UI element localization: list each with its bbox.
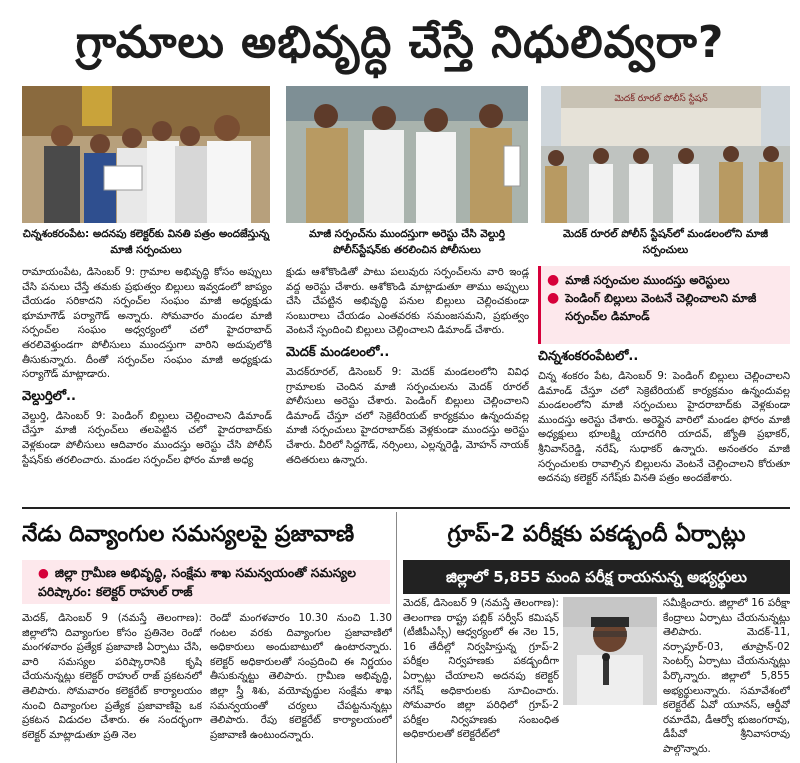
veldurthi-subheading: వెల్దుర్తిలో.. — [22, 388, 76, 404]
main-story-col1-para1: రామాయంపేట, డిసెంబర్ 9: గ్రామాల అభివృద్ధి కోసం అప్పులు చేసి పనులు చేస్తే తమకు ప్రభుత్వం బిల్లులు ఇవ్వడంలో జాప్యం చేయడం సరికాదని సర్పంచ్‌ల సంఘం మాజీ అధ్యక్షుడు భూమాగౌడ్ పర్యాగౌడ్ అన్నారు. సోమవారం మండల మాజీ సర్పంచ్‌ల సంఘం అధ్వర్యంలో చలో హైదరాబాద్ తరలివెళ్తుండగా పోలీసులు ముందస్తుగా వారిని అదుపులోకి తీసుకున్నారు. దీంతో సర్పంచ్‌ల సంఘం మాజీ అధ్యక్షుడు సర్యాగౌడ్ మాట్లాడారు. — [22, 267, 272, 381]
photo-police-station — [541, 86, 790, 223]
photo-memorandum — [22, 86, 270, 223]
highlight-item — [547, 271, 784, 289]
main-story-col2-para1: క్షుడు ఆశోకొండితో పాటు పలువురు సర్పంచ్‌లను వారి ఇండ్ల వద్ద అరెస్టు చేశారు. ఆశోకొండి మాట్లాడుతూ తాము అప్పులు చేసి చేపట్టిన అభివృద్ధి పనుల బిల్లులు చెల్లించకుండా సంబురాలు చేయడం ఎంతవరకు సమంజసమని, ప్రభుత్వం వెంటనే స్పందించి బిల్లులు చెల్లించాలని డిమాండ్ చేశారు. — [286, 267, 529, 337]
photo-arrest-caption: మాజీ సర్పంచ్‌ను ముందస్తుగా అరెస్టు చేసి వెల్దుర్తి పోలీస్‌స్టేషన్‌కు తరలించిన పోలీసులు — [308, 228, 506, 256]
story2-column-1: మెదక్, డిసెంబర్ 9 (నమస్తే తెలంగాణ): జిల్లాలోని దివ్యాంగుల కోసం ప్రతినెల రెండో మంగళవారం ప్రత్యేక ప్రజావాణి ఏర్పాటు చేసి, వారి సమస్యల పరిష్కారానికి కృషి చేయనున్నట్లు కలెక్టర్ రాహుల్ రాజ్ ప్రకటనలో తెలిపారు. సోమవారం కలెక్టరేట్ కార్యాలయం నుంచి దివ్యాంగుల ప్రత్యేక ప్రజావాణిపై ఒక ప్రకటన విడుదల చేశారు. ఈ సందర్భంగా కలెక్టర్ మాట్లాడుతూ ప్రతి నెల — [22, 613, 202, 741]
speaker-photo — [563, 597, 657, 705]
photo-police-station-image — [541, 86, 790, 223]
photo-memorandum-image — [22, 86, 270, 223]
photo-arrest — [286, 86, 528, 223]
photo-police-station-caption: మెదక్ రూరల్ పోలీస్ స్టేషన్‌లో మండలంలోని మాజీ సర్పంచులు — [562, 228, 769, 256]
main-story-column-3 — [538, 346, 790, 502]
bullet-icon: ● — [547, 290, 560, 306]
story3-column-1: మెదక్, డిసెంబర్ 9 (నమస్తే తెలంగాణ): తెలంగాణ రాష్ట్ర పబ్లిక్ సర్వీస్ కమిషన్ (టీజీపీఎస్సీ) ఆధ్వర్యంలో ఈ నెల 15, 16 తేదీల్లో నిర్వహిస్తున్న గ్రూప్-2 పరీక్షల నిర్వహణకు పకడ్బందీగా ఏర్పాట్లు చేయాలని అదనపు కలెక్టర్ నగేష్ అధికారులకు సూచించారు. సోమవారం జిల్లా పరిధిలో గ్రూప్-2 పరీక్షల నిర్వహణకు సంబంధిత అధికారులతో కలెక్టరేట్‌లో — [403, 598, 559, 741]
bullet-icon: ● — [38, 565, 49, 580]
chinnashankarampet-subheading: చిన్నశంకరంపేటలో.. — [538, 349, 639, 364]
main-story-col1-para2: వెల్దుర్తి, డిసెంబర్ 9: పెండింగ్ బిల్లులు చెల్లించాలని డిమాండ్ చేస్తూ మాజీ సర్పంచ్‌లు తలపెట్టిన చలో హైదరాబాద్‌కు వెళ్లకుండా పోలీసులు ఆదివారం ముందస్తు అరెస్టు చేసి పోలీస్ స్టేషన్‌కు తరలించారు. మండల సర్పంచ్‌ల ఫోరం మాజీ అధ్య — [22, 410, 272, 466]
photo-arrest-image — [286, 86, 528, 223]
story3-headline: గ్రూప్-2 పరీక్షకు పకడ్బందీ ఏర్పాట్లు — [447, 522, 746, 547]
story2-column-2: రెండో మంగళవారం 10.30 నుంచి 1.30 గంటల వరకు దివ్యాంగుల ప్రజావాణిలో అధికారులు అందుబాటులో ఉంటారన్నారు. కలెక్టర్ అధికారులతో సంప్రదించి ఈ నిర్ణయం తీసుకున్నట్టు తెలిపారు. గ్రామీణ అభివృద్ధి, జిల్లా స్త్రీ శిశు, వయోవృద్ధుల సంక్షేమ శాఖ సమన్వయంతో చర్యలు చేపట్టనున్నట్లు తెలిపారు. రేపు కలెక్టరేట్ కార్యాలయంలో ప్రజావాణి ఉంటుందన్నారు. — [210, 613, 392, 741]
section-divider — [22, 507, 790, 509]
main-story-column-2 — [286, 266, 529, 502]
column-divider — [396, 512, 397, 763]
main-headline: గ్రామాలు అభివృద్ధి చేస్తే నిధులివ్వరా? — [75, 17, 725, 68]
main-story-col2-para2: మెదక్‌రూరల్, డిసెంబర్ 9: మెదక్ మండలంలోని వివిధ గ్రామాలకు చెందిన మాజీ సర్పంచులను మెదక్ రూరల్ పోలీసులు అరెస్టు చేశారు. పెండింగ్ బిల్లులు చెల్లించాలని డిమాండ్ చేస్తూ చలో సెక్రెటేరియట్ కార్యక్రమం ఉన్నందువల్ల మాజీ సర్పంచులు హైదరాబాద్‌కు వెళ్లకుండా ముందస్తు అరెస్టు చేశారు. వీరిలో సిద్దగౌడ్, నర్సింలు, ఎల్లన్నరెడ్డి, మోహన్ నాయక్ తదితరులు ఉన్నారు. — [286, 366, 529, 466]
highlights-box — [538, 266, 790, 344]
medak-mandal-subheading: మెదక్ మండలంలో.. — [286, 344, 390, 360]
photo-memorandum-caption: చిన్నశంకరంపేట: అదనపు కలెక్టర్‌కు వినతి పత్రం అందజేస్తున్న మాజీ సర్పంచులు — [22, 228, 270, 256]
story2-highlight-text: జిల్లా గ్రామీణ అభివృద్ధి, సంక్షేమ శాఖ సమన్వయంతో సమస్యల పరిష్కారం: కలెక్టర్ రాహుల్ రాజ్ — [38, 565, 356, 599]
story2-highlight-box — [22, 560, 390, 604]
story3-subheadline: జిల్లాలో 5,855 మంది పరీక్ష రాయనున్న అభ్యర్థులు — [403, 560, 790, 594]
story2-headline: నేడు దివ్యాంగుల సమస్యలపై ప్రజావాణి — [22, 522, 355, 547]
police-station-sign: మెదక్ రూరల్ పోలీస్ స్టేషన్ — [614, 94, 708, 104]
highlight-text: పెండింగ్ బిల్లులు వెంటనే చెల్లించాలని మాజీ సర్పంచ్‌ల డిమాండ్ — [565, 291, 757, 323]
highlight-item — [547, 289, 784, 325]
speaker-photo-image — [563, 597, 657, 705]
highlight-text: మాజీ సర్పంచుల ముందస్తు అరెస్టులు — [565, 273, 730, 287]
bullet-icon: ● — [547, 272, 560, 288]
story3-column-2: సమీక్షించారు. జిల్లాలో 16 పరీక్షా కేంద్రాలు ఏర్పాటు చేయనున్నట్లు తెలిపారు. మెదక్-11, నర్సాపూర్-03, తూప్రాన్-02 సెంటర్స్ ఏర్పాటు చేయనున్నట్లు పేర్కొన్నారు. జిల్లాలో 5,855 అభ్యర్థులున్నారు. సమావేశంలో కలెక్టరేట్ ఏవో యూనస్, ఆర్డీవో రమాదేవి, డీఆర్వో భుజంగరావు, డీపీవో శ్రీనివాసరావు పాల్గొన్నారు. — [663, 598, 790, 755]
main-story-column-1 — [22, 266, 272, 502]
main-story-col3-para1: చిన్న శంకరం పేట, డిసెంబర్ 9: పెండింగ్ బిల్లులు చెల్లించాలని డిమాండ్ చేస్తూ చలో సెక్రెటేరియట్ కార్యక్రమం ఉన్నందువల్ల మండలంలోని మాజీ సర్పంచులు హైదరాబాద్‌కు వెళ్లకుండా ముందస్తు అరెస్టు చేశారు. అరెస్టైన వారిలో మండల ఫోరం మాజీ అధ్యక్షులు భూలక్ష్మి యాదగిరి యాదవ్, జ్యోతి ప్రభాకర్, శ్రీనివాస్‌రెడ్డి, నరేష్, సుధాకర్ ఉన్నారు. అనంతరం మాజీ సర్పంచులకు రావాల్సిన బిల్లులను వెంటనే చెల్లించాలని కోరుతూ అదనపు కలెక్టర్ నగేష్‌కు వినతి పత్రం అందజేశారు. — [538, 371, 790, 485]
